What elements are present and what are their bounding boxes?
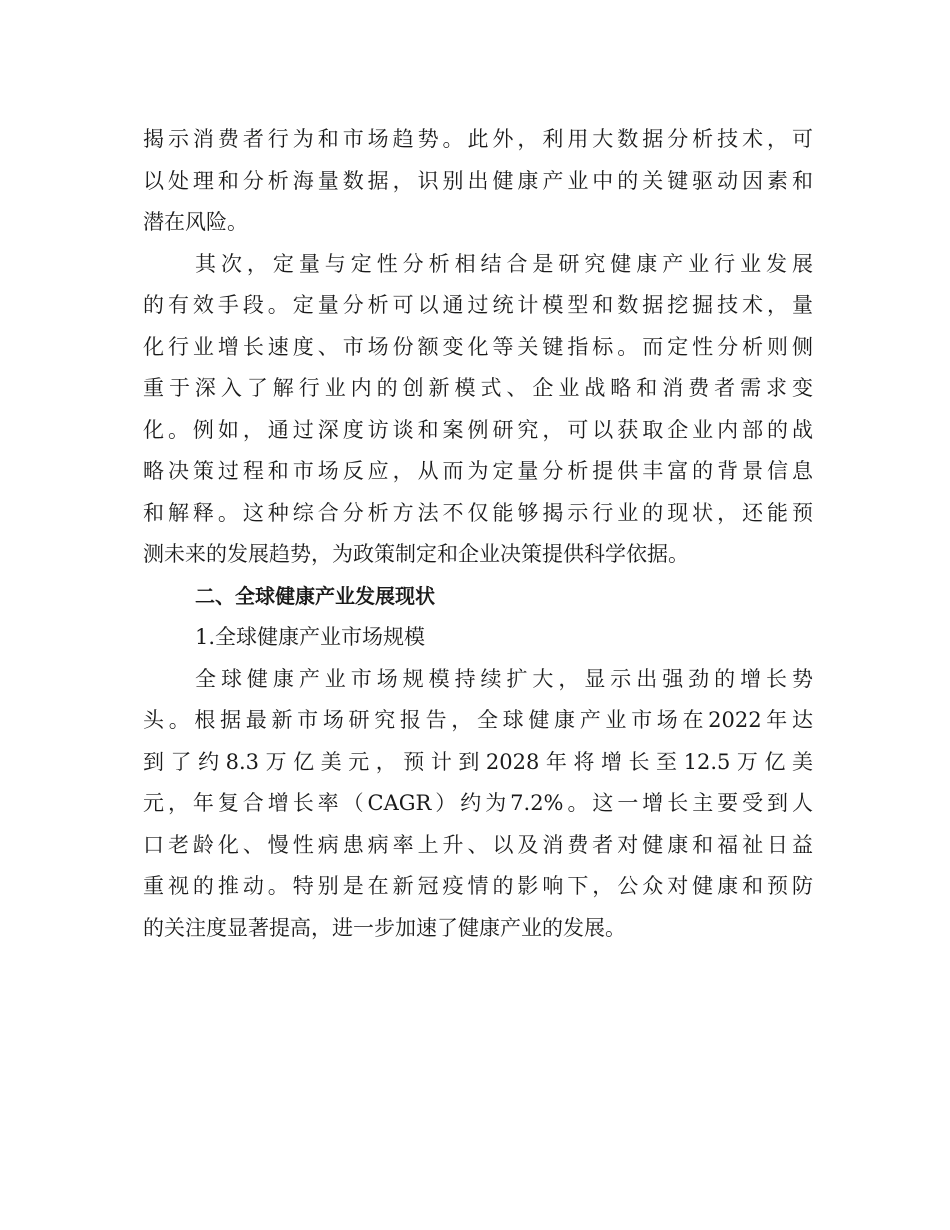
text-line: 头。根据最新市场研究报告，全球健康产业市场在2022年达: [143, 708, 813, 732]
text-line: 元，年复合增长率（CAGR）约为7.2%。这一增长主要受到人: [143, 791, 813, 815]
text-line: 全球健康产业市场规模持续扩大，显示出强劲的增长势: [195, 666, 813, 691]
text-line: 揭示消费者行为和市场趋势。此外，利用大数据分析技术，可: [143, 127, 813, 151]
text-line: 口老龄化、慢性病患病率上升、以及消费者对健康和福祉日益: [143, 832, 813, 857]
text-line: 略决策过程和市场反应，从而为定量分析提供丰富的背景信息: [143, 459, 813, 483]
text-line: 以处理和分析海量数据，识别出健康产业中的关键驱动因素和: [143, 168, 813, 193]
paragraph-market: [143, 659, 813, 950]
text-line: 的有效手段。定量分析可以通过统计模型和数据挖掘技术，量: [143, 293, 813, 317]
text-line: 重视的推动。特别是在新冠疫情的影响下，公众对健康和预防: [143, 874, 813, 898]
text-line: 其次，定量与定性分析相结合是研究健康产业行业发展: [195, 251, 813, 276]
section-heading: 二、全球健康产业发展现状: [195, 583, 435, 608]
subsection-heading: 1.全球健康产业市场规模: [195, 625, 426, 649]
text-line: 测未来的发展趋势，为政策制定和企业决策提供科学依据。: [143, 542, 689, 566]
text-line: 化行业增长速度、市场份额变化等关键指标。而定性分析则侧: [143, 334, 813, 359]
text-line: 到了约8.3万亿美元，预计到2028年将增长至12.5万亿美: [143, 749, 813, 774]
document-body: [143, 119, 813, 949]
text-line: 的关注度显著提高，进一步加速了健康产业的发展。: [143, 915, 626, 940]
paragraph-continuation: [143, 119, 813, 244]
paragraph-methods: [143, 244, 813, 576]
text-line: 和解释。这种综合分析方法不仅能够揭示行业的现状，还能预: [143, 500, 813, 525]
text-line: 化。例如，通过深度访谈和案例研究，可以获取企业内部的战: [143, 417, 813, 442]
text-line: 重于深入了解行业内的创新模式、企业战略和消费者需求变: [143, 376, 813, 400]
text-line: 潜在风险。: [143, 210, 248, 234]
